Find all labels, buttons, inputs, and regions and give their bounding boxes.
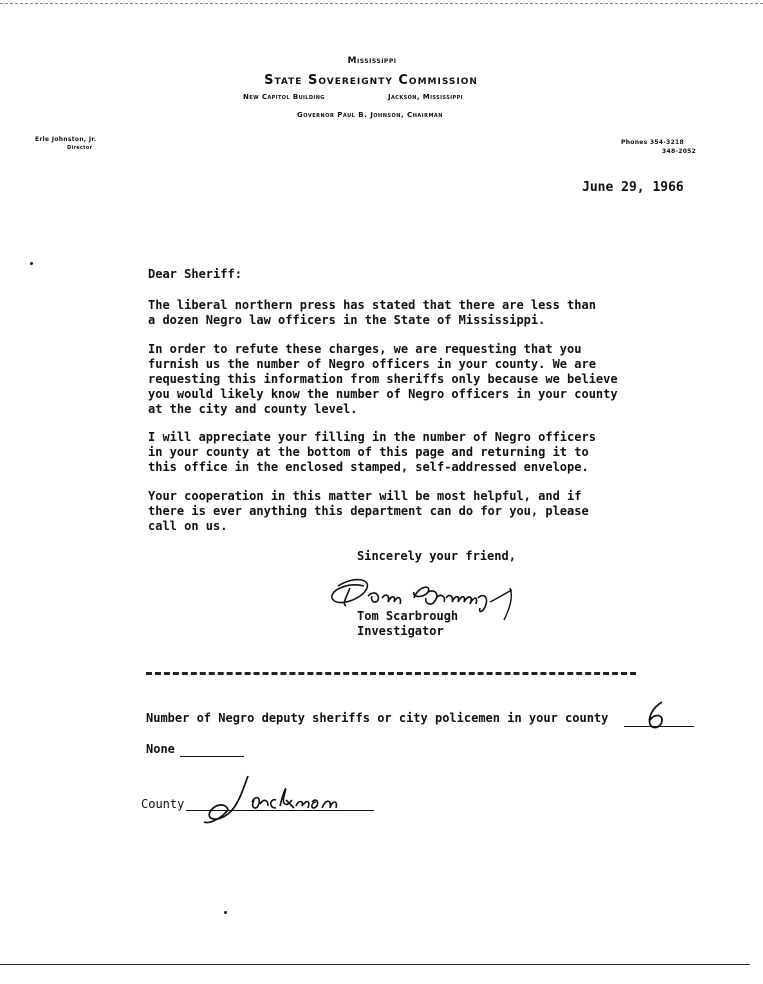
letterhead-city: Jackson, Mississippi <box>388 93 463 101</box>
paragraph-1: The liberal northern press has stated that there are less than a dozen Negro law officers in the State of Mississippi. <box>148 298 596 327</box>
director-title: Director <box>67 145 93 151</box>
top-dashed-border <box>0 3 763 4</box>
letterhead-commission: State Sovereignty Commission <box>264 73 478 88</box>
letter-date: June 29, 1966 <box>582 180 684 195</box>
letterhead-state: Mississippi <box>347 56 397 66</box>
form-question: Number of Negro deputy sheriffs or city policemen in your county <box>146 711 609 725</box>
paragraph-2: In order to refute these charges, we are requesting that you furnish us the number of Negro officers in your county. We are requesting this information from sheriffs only because we believe you would likely know the number of Negro officers in your county at the city and county level. <box>148 342 618 416</box>
letterhead-building: New Capitol Building <box>243 93 325 101</box>
county-handwritten-image <box>198 772 348 828</box>
paper-speck <box>30 262 33 265</box>
director-name: Erle Johnston, Jr. <box>35 136 97 143</box>
answer-handwritten-image <box>642 700 672 730</box>
signer-title: Investigator <box>357 624 444 638</box>
closing: Sincerely your friend, <box>357 549 516 563</box>
none-label: None <box>146 742 175 756</box>
tear-off-divider <box>146 672 636 675</box>
paper-speck <box>224 911 227 914</box>
salutation: Dear Sheriff: <box>148 267 242 281</box>
phones-line2: 348-2052 <box>662 148 697 155</box>
paragraph-4: Your cooperation in this matter will be most helpful, and if there is ever anything this department can do for you, please call on us. <box>148 489 589 533</box>
none-blank-line <box>180 756 244 757</box>
bottom-edge-line <box>0 964 750 965</box>
county-label: County <box>141 797 185 811</box>
paragraph-3: I will appreciate your filling in the number of Negro officers in your county at the bottom of this page and returning it to this office in the enclosed stamped, self-addressed envelope. <box>148 430 596 474</box>
letterhead-governor: Governor Paul B. Johnson, Chairman <box>297 111 443 119</box>
signer-name: Tom Scarbrough <box>357 609 459 623</box>
phones-line1: Phones 354-3218 <box>621 139 685 146</box>
